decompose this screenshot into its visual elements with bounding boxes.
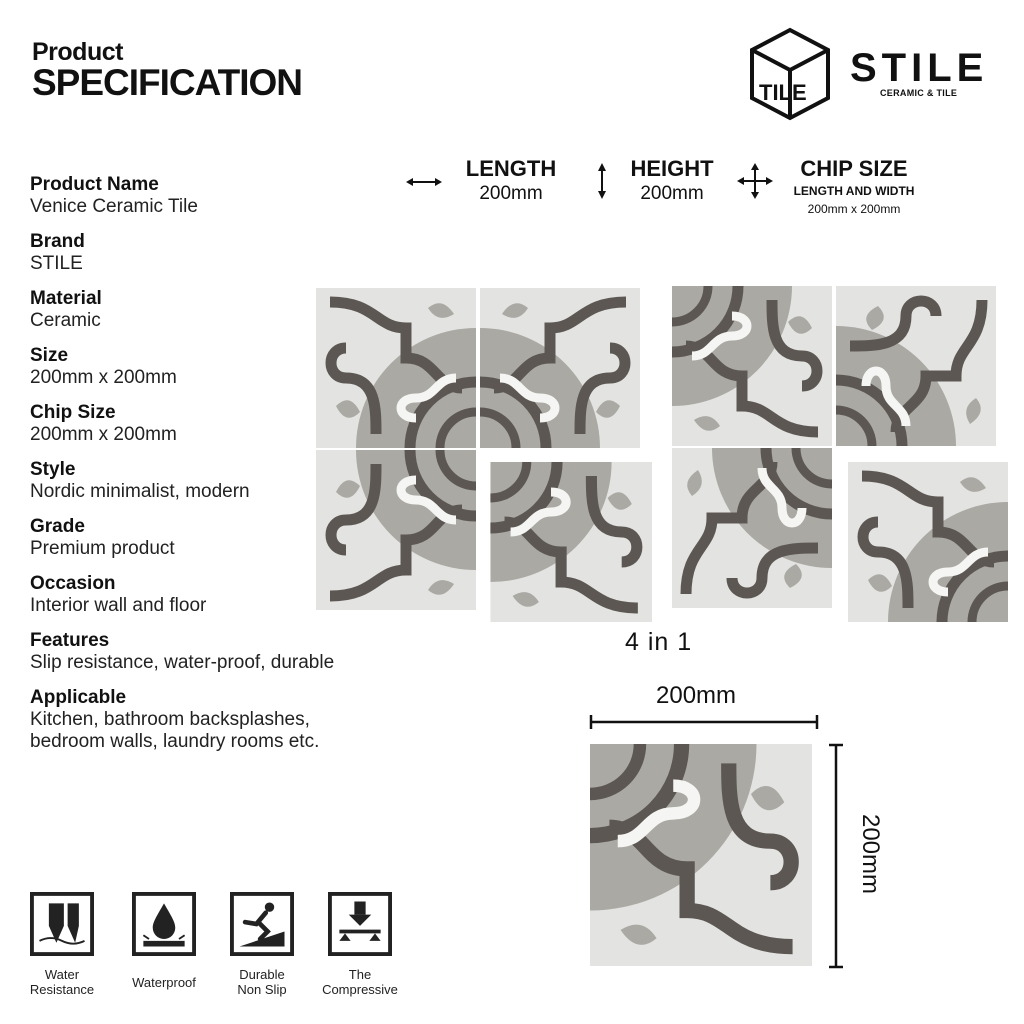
feature-label: Waterproof	[132, 975, 196, 990]
spec-value: Ceramic	[30, 310, 101, 331]
feature-waterproof	[124, 892, 204, 990]
spec-label: Product Name	[30, 174, 159, 195]
horizontal-arrow-icon	[404, 172, 444, 192]
spec-label: Style	[30, 459, 76, 480]
spec-item	[30, 687, 410, 753]
tile-image	[480, 288, 640, 448]
tile-image	[490, 462, 652, 622]
spec-label: Grade	[30, 516, 85, 537]
stile-logo-icon	[748, 26, 832, 122]
brand-name: STILE	[850, 46, 989, 90]
logo-text: TILE	[759, 80, 807, 105]
spec-value: Slip resistance, water-proof, durable	[30, 652, 335, 673]
feature-compressive	[320, 892, 400, 997]
chip-value: 200mm x 200mm	[807, 202, 901, 216]
length-dimension	[452, 156, 570, 206]
chip-size-dimension	[776, 156, 932, 218]
spec-value: STILE	[30, 253, 83, 274]
spec-label: Size	[30, 345, 69, 366]
feature-label: Durable Non Slip	[237, 967, 287, 997]
length-value: 200mm	[479, 183, 543, 204]
spec-label: Chip Size	[30, 402, 116, 423]
tile-width-label: 200mm	[656, 682, 737, 709]
spec-value: Venice Ceramic Tile	[30, 196, 198, 217]
tile-image	[836, 286, 996, 446]
spec-value: Interior wall and floor	[30, 595, 207, 616]
chip-title: CHIP SIZE	[800, 156, 908, 181]
tile-height-label: 200mm	[857, 813, 885, 895]
height-dimension-line	[828, 742, 844, 970]
spec-value: Premium product	[30, 538, 175, 559]
four-in-one-caption: 4 in 1	[625, 628, 693, 656]
durable-non-slip-icon	[230, 892, 294, 956]
spec-label: Occasion	[30, 573, 116, 594]
brand-tagline: CERAMIC & TILE	[880, 88, 958, 98]
spec-label: Material	[30, 288, 102, 309]
feature-water-resistance	[22, 892, 102, 997]
spec-item	[30, 174, 410, 218]
tile-image	[316, 450, 476, 610]
spec-item	[30, 630, 410, 674]
compressive-icon	[328, 892, 392, 956]
vertical-arrow-icon	[594, 162, 610, 200]
feature-label: Water Resistance	[29, 967, 95, 997]
spec-label: Brand	[30, 231, 85, 252]
spec-label: Applicable	[30, 687, 127, 708]
width-dimension-line	[588, 714, 820, 730]
tile-image	[848, 462, 1010, 622]
spec-value: 200mm x 200mm	[30, 367, 177, 388]
water-resistance-icon	[30, 892, 94, 956]
spec-value: Kitchen, bathroom backsplashes, bedroom walls, laundry rooms etc.	[30, 709, 320, 752]
spec-item	[30, 231, 410, 275]
height-dimension	[614, 156, 730, 206]
spec-value: 200mm x 200mm	[30, 424, 177, 445]
tile-image	[672, 448, 832, 608]
title-specification: SPECIFICATION	[32, 62, 302, 103]
feature-label: The Compressive	[322, 967, 398, 997]
height-title: HEIGHT	[630, 156, 714, 181]
spec-value: Nordic minimalist, modern	[30, 481, 250, 502]
feature-durable-non-slip	[222, 892, 302, 997]
single-tile-image	[590, 744, 812, 966]
title-product: Product	[32, 38, 123, 66]
spec-label: Features	[30, 630, 110, 651]
tile-image	[316, 288, 476, 448]
tile-image	[672, 286, 832, 446]
waterproof-icon	[132, 892, 196, 956]
move-arrows-icon	[736, 162, 774, 200]
length-title: LENGTH	[465, 156, 557, 181]
height-value: 200mm	[640, 183, 704, 204]
chip-subtitle: LENGTH AND WIDTH	[793, 184, 915, 198]
